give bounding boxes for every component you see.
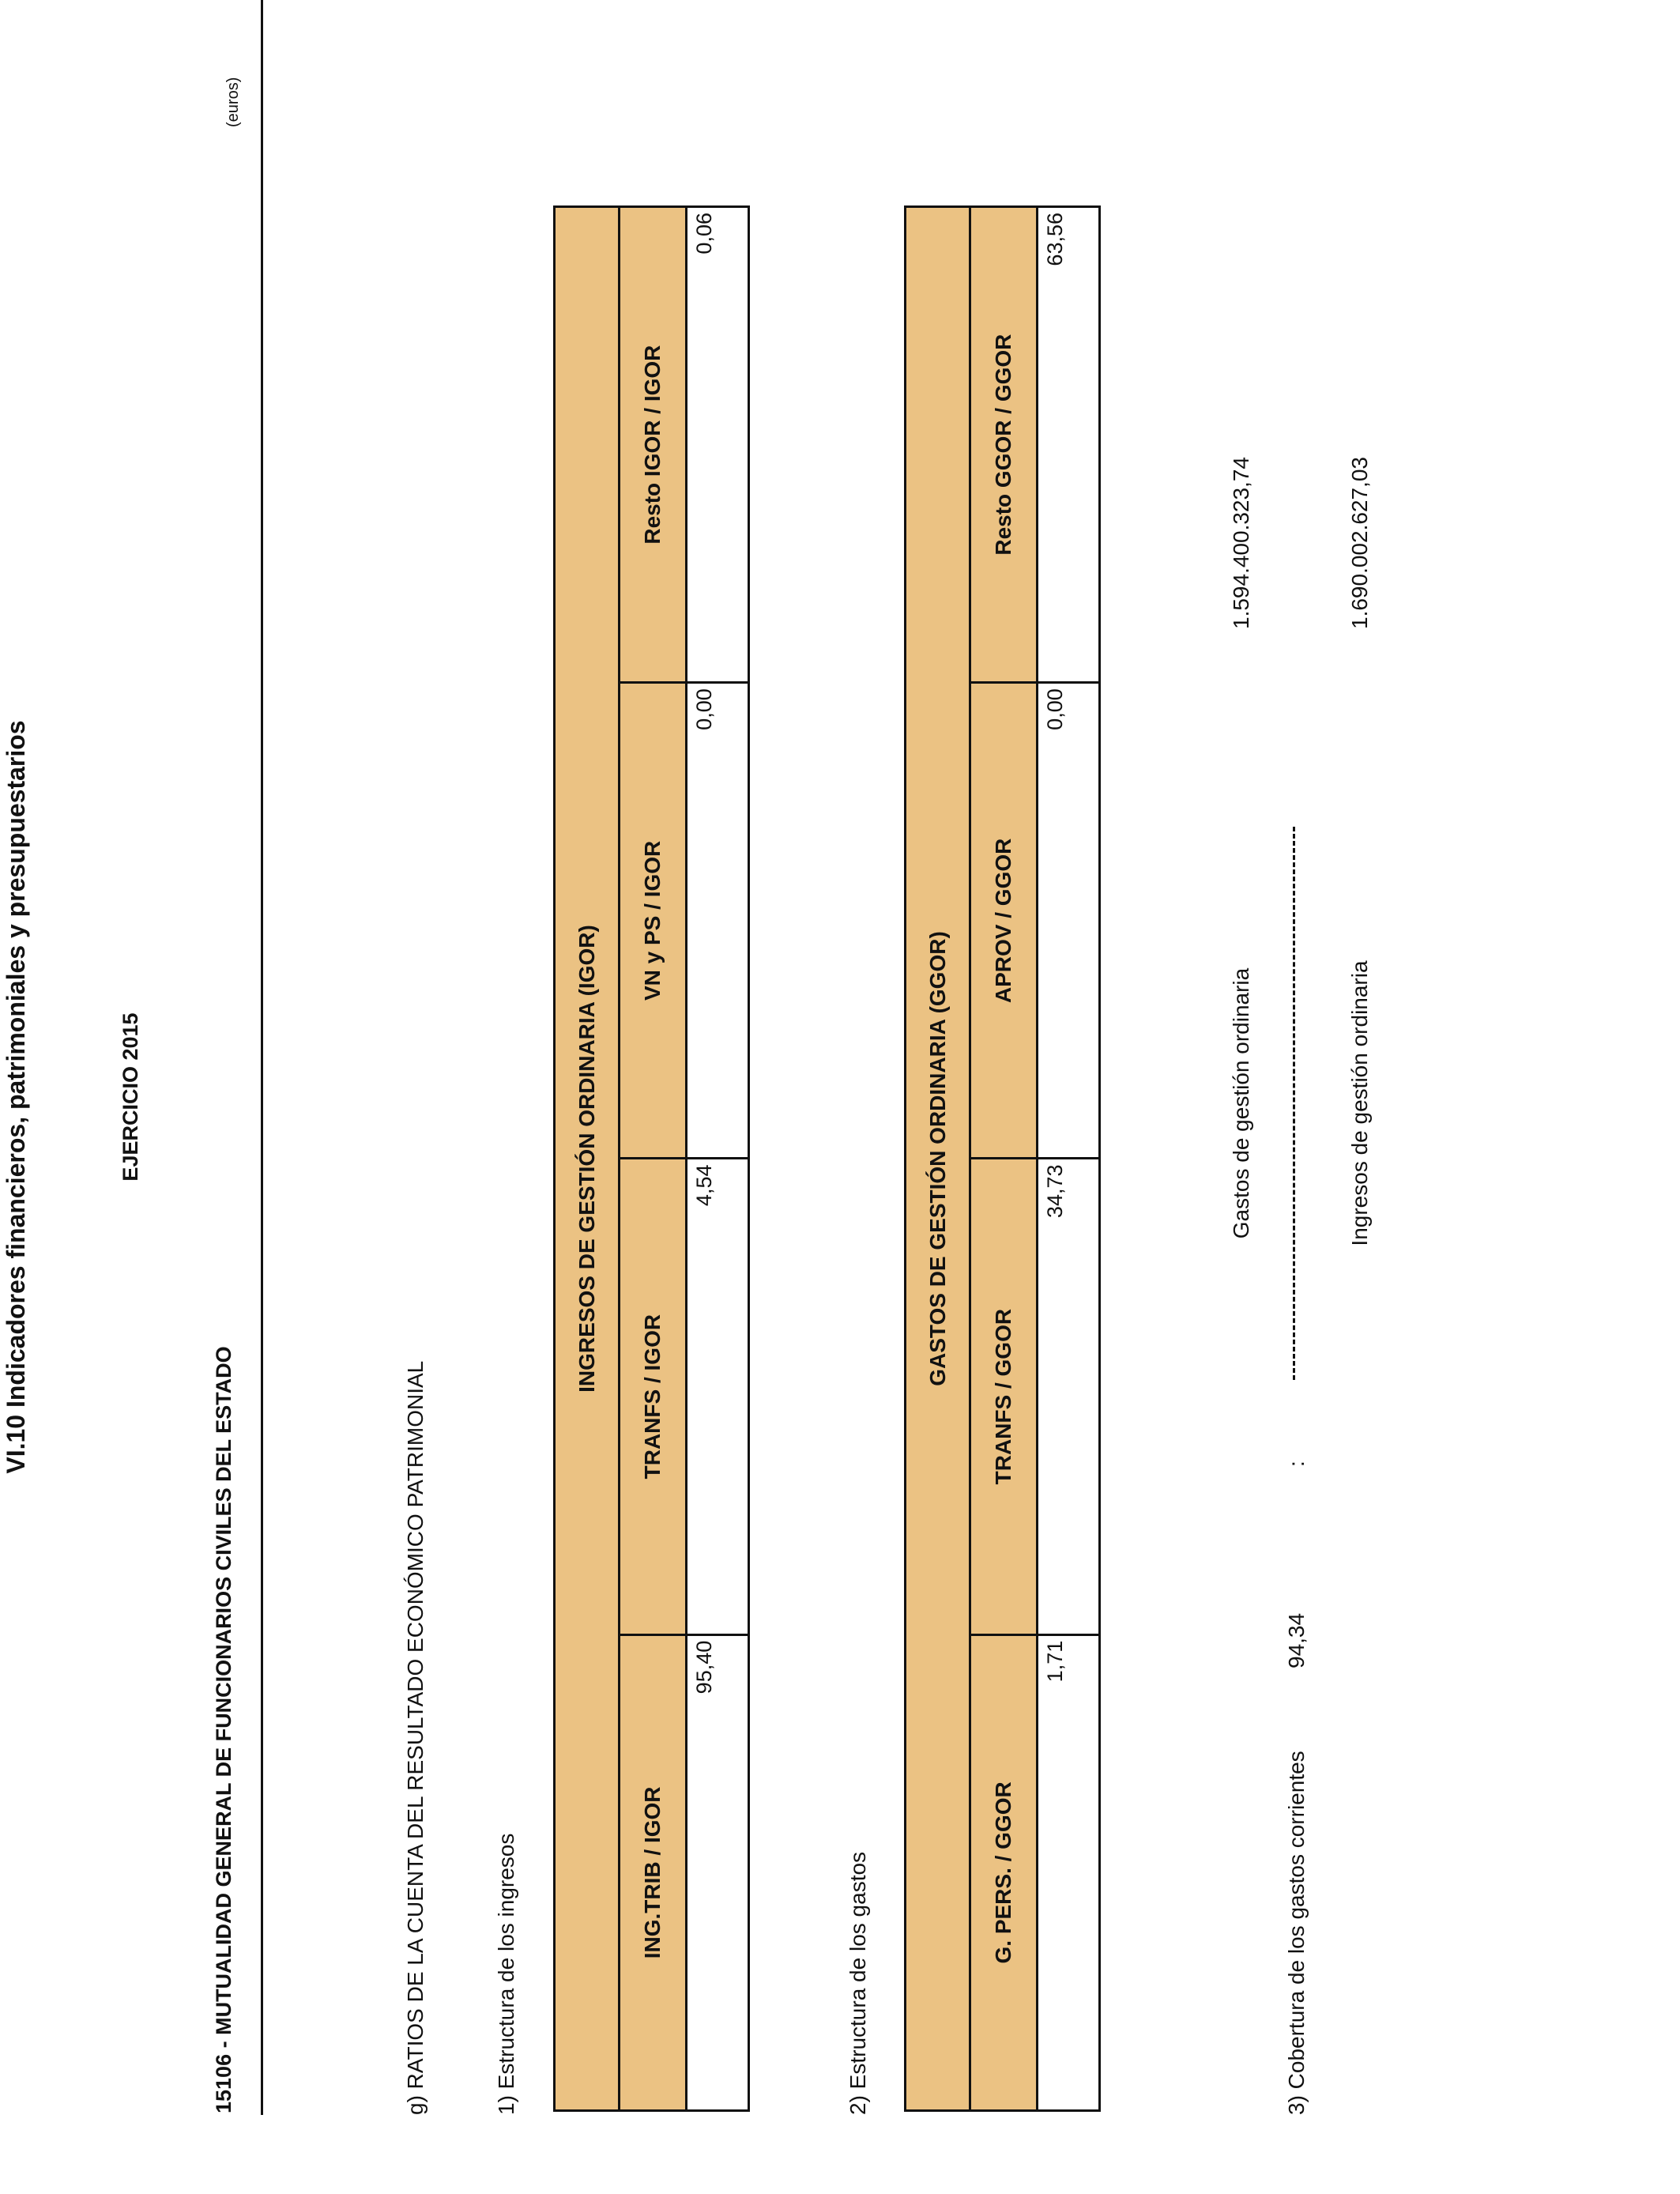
ingresos-column-header: TRANFS / IGOR <box>620 1159 687 1634</box>
gastos-column-header: Resto GGOR / GGOR <box>970 207 1038 683</box>
gastos-value-cell: 63,56 <box>1038 207 1100 683</box>
gastos-group-header: GASTOS DE GESTIÓN ORDINARIA (GGOR) <box>906 207 970 2111</box>
entity-name: 15106 - MUTUALIDAD GENERAL DE FUNCIONARIOS CIVILES DEL ESTADO <box>212 1346 235 2113</box>
exercise-year: EJERCICIO 2015 <box>119 1012 142 1182</box>
coverage-value: 94,34 <box>1284 1612 1309 1668</box>
gastos-values-row <box>1038 207 1100 2111</box>
ingresos-subtitle: 1) Estructura de los ingresos <box>494 1833 518 2115</box>
document-title: VI.10 Indicadores financieros, patrimoniales y presupuestarios <box>2 720 30 1474</box>
ingresos-value-cell: 4,54 <box>687 1159 749 1634</box>
currency-note: (euros) <box>224 77 242 127</box>
header-rule <box>261 0 263 2115</box>
ingresos-value-cell: 0,00 <box>687 683 749 1159</box>
section-title: g) RATIOS DE LA CUENTA DEL RESULTADO ECONÓMICO PATRIMONIAL <box>403 1360 428 2115</box>
ingresos-value-cell: 95,40 <box>687 1634 749 2110</box>
gastos-subtitle: 2) Estructura de los gastos <box>846 1851 870 2115</box>
gastos-column-header: TRANFS / GGOR <box>970 1159 1038 1634</box>
ingresos-column-header: ING.TRIB / IGOR <box>620 1634 687 2110</box>
gastos-ratio-table <box>904 205 1101 2112</box>
ingresos-group-header: INGRESOS DE GESTIÓN ORDINARIA (IGOR) <box>555 207 620 2111</box>
ingresos-value-cell: 0,06 <box>687 207 749 683</box>
ingresos-column-header: Resto IGOR / IGOR <box>620 207 687 683</box>
gastos-value-cell: 1,71 <box>1038 1634 1100 2110</box>
coverage-colon: : <box>1284 1461 1309 1467</box>
gastos-column-header: G. PERS. / GGOR <box>970 1634 1038 2110</box>
denominator-amount: 1.690.002.627,03 <box>1347 457 1372 629</box>
gastos-column-header: APROV / GGOR <box>970 683 1038 1159</box>
ingresos-values-row <box>687 207 749 2111</box>
numerator-label: Gastos de gestión ordinaria <box>1229 967 1253 1239</box>
denominator-label: Ingresos de gestión ordinaria <box>1347 960 1372 1246</box>
fraction-divider <box>1293 827 1295 1380</box>
gastos-value-cell: 0,00 <box>1038 683 1100 1159</box>
gastos-value-cell: 34,73 <box>1038 1159 1100 1634</box>
coverage-label: 3) Cobertura de los gastos corrientes <box>1284 1751 1309 2115</box>
ingresos-ratio-table <box>553 205 750 2112</box>
numerator-amount: 1.594.400.323,74 <box>1229 457 1253 629</box>
ingresos-column-header: VN y PS / IGOR <box>620 683 687 1159</box>
